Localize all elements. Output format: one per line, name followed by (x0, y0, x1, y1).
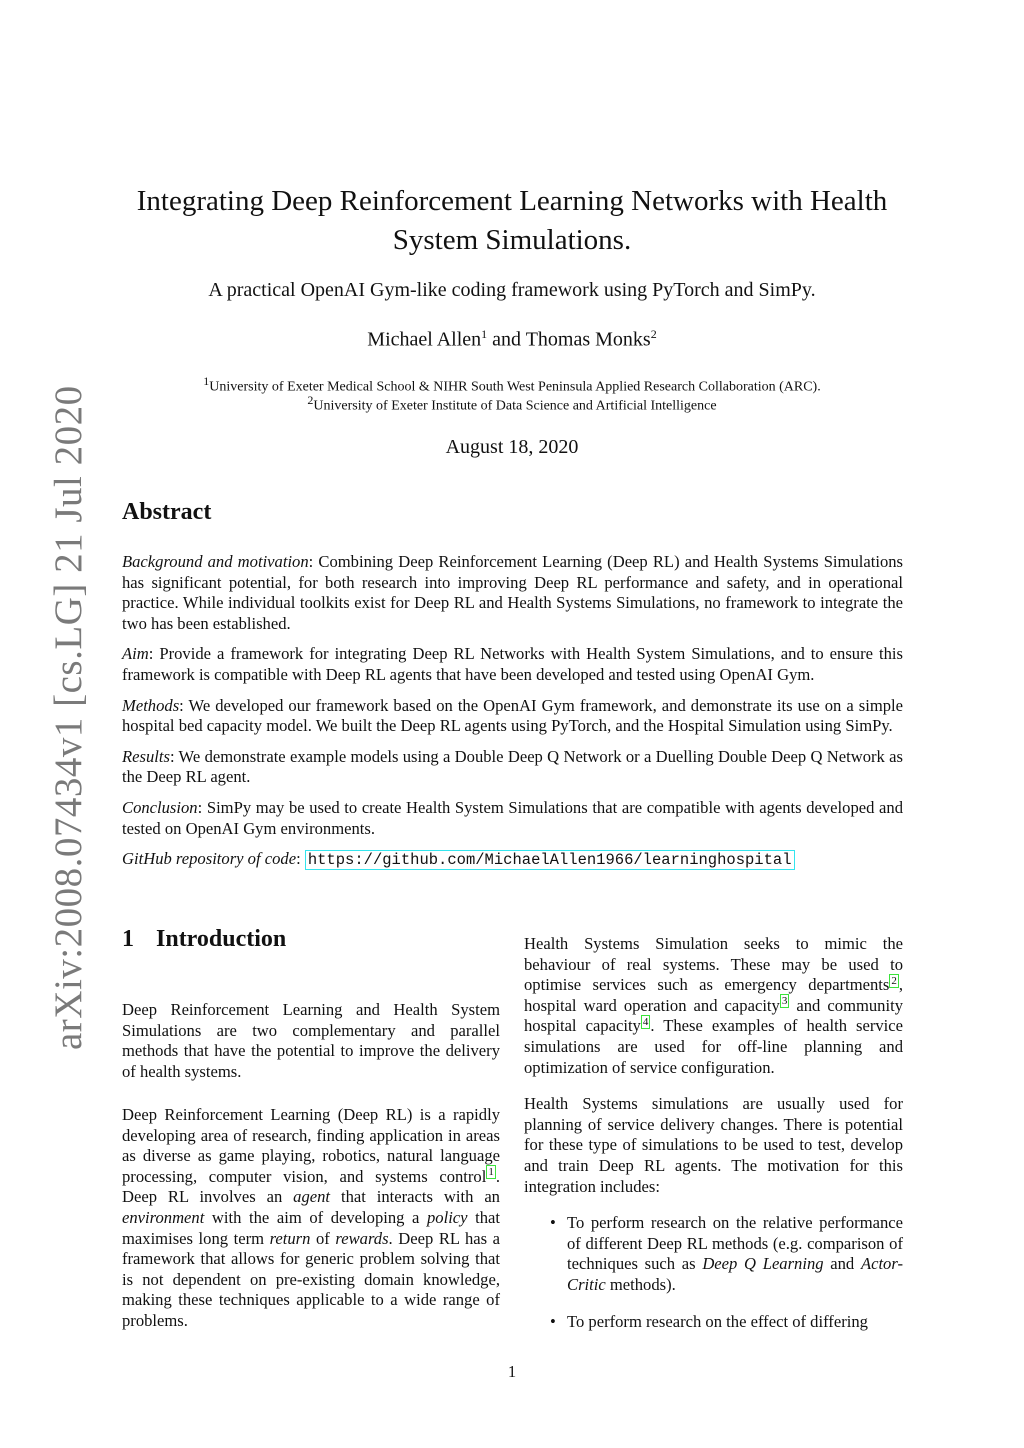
abstract-heading: Abstract (122, 499, 212, 525)
title-line-1: Integrating Deep Reinforcement Learning Networks with Health (136, 185, 888, 217)
intro-paragraph-4: Health Systems simulations are usually used for planning of service delivery changes. There is potential for these type of simulations to be used to test, develop and train Deep RL agents. The motivation for this integration includes: (524, 1094, 903, 1196)
authors-and: and (492, 328, 522, 351)
citation-link-2[interactable]: 2 (891, 974, 897, 987)
citation-link-4[interactable]: 4 (642, 1015, 649, 1028)
abstract-text: : We demonstrate example models using a Double Deep Q Network or a Duelling Double Deep Q Network as the Deep RL agent. (122, 746, 903, 787)
citation-link-1[interactable]: 1 (488, 1166, 494, 1179)
paragraph-text (122, 1105, 500, 1332)
text-run: that interacts with an (330, 1187, 500, 1207)
affiliation-text: University of Exeter Institute of Data Science and Artificial Intelligence (313, 398, 717, 414)
abstract-conclusion (122, 798, 903, 839)
paper-title (110, 182, 914, 260)
abstract-label: Aim (122, 644, 149, 664)
abstract-label: Methods (122, 695, 180, 715)
abstract-label: Background and motivation (122, 552, 309, 571)
paragraph-text: Deep Reinforcement Learning and Health System Simulations are two complementary and parallel methods that have the potential to improve the delivery of health systems. (122, 1000, 500, 1081)
title-line-2: System Simulations. (392, 224, 632, 256)
abstract-body (122, 552, 903, 881)
abstract-github (122, 849, 903, 871)
affiliation-mark: 1 (203, 374, 210, 388)
author-list (110, 327, 914, 352)
affiliation-2 (110, 393, 914, 415)
motivation-list (524, 1213, 903, 1332)
text-run: Deep Reinforcement Learning (Deep RL) is a rapidly developing area of research, finding application in areas as diverse as game playing, robotics, natural language processing, computer vision, and systems control (122, 1105, 500, 1186)
intro-right-column (524, 934, 903, 1348)
intro-paragraph-2 (122, 1105, 500, 1332)
emphasis-agent: agent (293, 1187, 331, 1207)
text-run: To perform research on the effect of differing (567, 1311, 868, 1331)
paper-date: August 18, 2020 (445, 436, 579, 458)
author-affiliation-mark: 2 (650, 327, 657, 341)
citation-link-3[interactable]: 3 (781, 995, 788, 1008)
emphasis-deep-q-learning: Deep Q Learning (702, 1254, 824, 1274)
text-run: and community hospital capacity (524, 995, 903, 1036)
abstract-text: : We developed our framework based on the OpenAI Gym framework, and demonstrate its use on a simple hospital bed capacity model. We built the Deep RL agents using PyTorch, and the Hospital Simulation using SimPy. (122, 695, 903, 736)
emphasis-policy: policy (426, 1207, 468, 1227)
section-number: 1 (122, 926, 134, 952)
text-run: methods). (605, 1274, 676, 1294)
github-repository-link[interactable]: https://github.com/MichaelAllen1966/learninghospital (305, 850, 795, 870)
abstract-label: Results (122, 746, 170, 766)
emphasis-actor-critic: Actor-Critic (567, 1254, 903, 1294)
list-item (524, 1312, 903, 1333)
text-run: with the aim of developing a (204, 1207, 427, 1227)
list-item (524, 1213, 903, 1295)
abstract-results (122, 747, 903, 788)
abstract-text: : Combining Deep Reinforcement Learning (Deep RL) and Health Systems Simulations has significant potential, for both research into improving Deep RL performance and safety, and in operational practice. While individual toolkits exist for Deep RL and Health Systems Simulations, no framework to integrate the two has been established. (122, 552, 903, 633)
emphasis-rewards: rewards (335, 1228, 389, 1248)
intro-paragraph-1 (122, 1000, 500, 1082)
text-run: and (823, 1254, 861, 1274)
text-run: of (310, 1228, 336, 1248)
emphasis-return: return (269, 1228, 311, 1248)
bullet-icon: • (550, 1213, 556, 1233)
abstract-methods (122, 696, 903, 737)
github-separator: : (296, 849, 305, 869)
author-name: Michael Allen (367, 328, 482, 351)
arxiv-identifier: arXiv:2008.07434v1 [cs.LG] 21 Jul 2020 (47, 385, 90, 1050)
author-name: Thomas Monks (525, 328, 651, 351)
abstract-label: GitHub repository of code (122, 849, 297, 869)
section-title: Introduction (156, 926, 287, 952)
abstract-aim (122, 644, 903, 685)
affiliation-mark: 2 (307, 393, 314, 407)
paper-subtitle: A practical OpenAI Gym-like coding framework using PyTorch and SimPy. (208, 279, 816, 301)
emphasis-environment: environment (122, 1207, 205, 1227)
page-number: 1 (507, 1362, 517, 1381)
text-run: To perform research on the relative performance of different Deep RL methods (e.g. comparison of techniques such as (567, 1213, 903, 1274)
text-run: . These examples of health service simulations are used for off-line planning and optimization of service configuration. (524, 1016, 904, 1077)
text-run: . Deep RL involves an (122, 1166, 500, 1207)
text-run: Health Systems Simulation seeks to mimic the behaviour of real systems. These may be used to optimise services such as emergency departments (524, 934, 903, 995)
bullet-icon: • (550, 1311, 556, 1331)
text-run: , hospital ward operation and capacity (524, 975, 903, 1015)
abstract-background (122, 552, 903, 634)
section-heading-introduction (122, 926, 286, 953)
text-run: . Deep RL has a framework that allows for generic problem solving that is not dependent on pre-existing domain knowledge, making these techniques applicable to a wide range of problems. (122, 1228, 500, 1330)
author-affiliation-mark: 1 (481, 327, 488, 341)
abstract-text: : Provide a framework for integrating Deep RL Networks with Health System Simulations, and to ensure this framework is compatible with Deep RL agents that have been developed and tested using OpenAI Gym. (122, 644, 903, 684)
text-run: that maximises long term (122, 1207, 500, 1248)
intro-paragraph-3 (524, 934, 903, 1078)
abstract-text: : SimPy may be used to create Health System Simulations that are compatible with agents developed and tested on OpenAI Gym environments. (122, 797, 903, 838)
affiliation-text: University of Exeter Medical School & NIHR South West Peninsula Applied Research Collaboration (ARC). (209, 379, 821, 395)
abstract-label: Conclusion (122, 797, 198, 817)
